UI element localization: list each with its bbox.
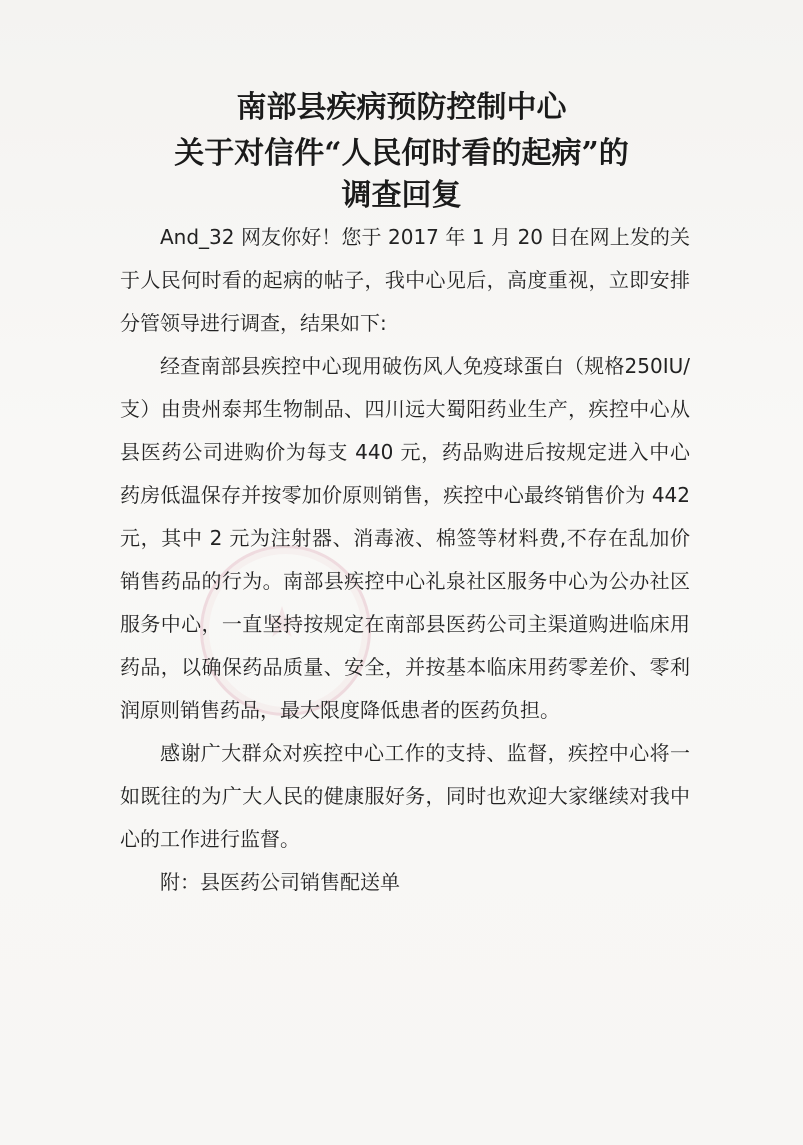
- document-body: [120, 216, 690, 904]
- paragraph-greeting: And_32 网友你好！您于 2017 年 1 月 20 日在网上发的关于人民何时看的起病的帖子，我中心见后，高度重视，立即安排分管领导进行调查，结果如下:: [120, 225, 690, 335]
- paragraph-investigation: 经查南部县疾控中心现用破伤风人免疫球蛋白（规格250IU/支）由贵州泰邦生物制品、四川远大蜀阳药业生产，疾控中心从县医药公司进购价为每支 440 元，药品购进后按规定进入中心药房低温保存并按零加价原则销售，疾控中心最终销售价为 442 元，其中 2 元为注射器、消毒液、棉签等材料费,不存在乱加价销售药品的行为。南部县疾控中心礼泉社区服务中心为公办社区服务中心，一直坚持按规定在南部县医药公司主渠道购进临床用药品，以确保药品质量、安全，并按基本临床用药零差价、零利润原则销售药品，最大限度降低患者的医药负担。: [120, 354, 690, 722]
- document-title-line-3: 调查回复: [341, 178, 462, 213]
- paragraph-attachment: 附：县医药公司销售配送单: [160, 870, 400, 894]
- document-title-line-1: 南部县疾病预防控制中心: [236, 90, 567, 125]
- paragraph-thanks: 感谢广大群众对疾控中心工作的支持、监督，疾控中心将一如既往的为广大人民的健康服好务，同时也欢迎大家继续对我中心的工作进行监督。: [120, 741, 690, 851]
- document-title-line-2: 关于对信件“人民何时看的起病”的: [174, 136, 629, 171]
